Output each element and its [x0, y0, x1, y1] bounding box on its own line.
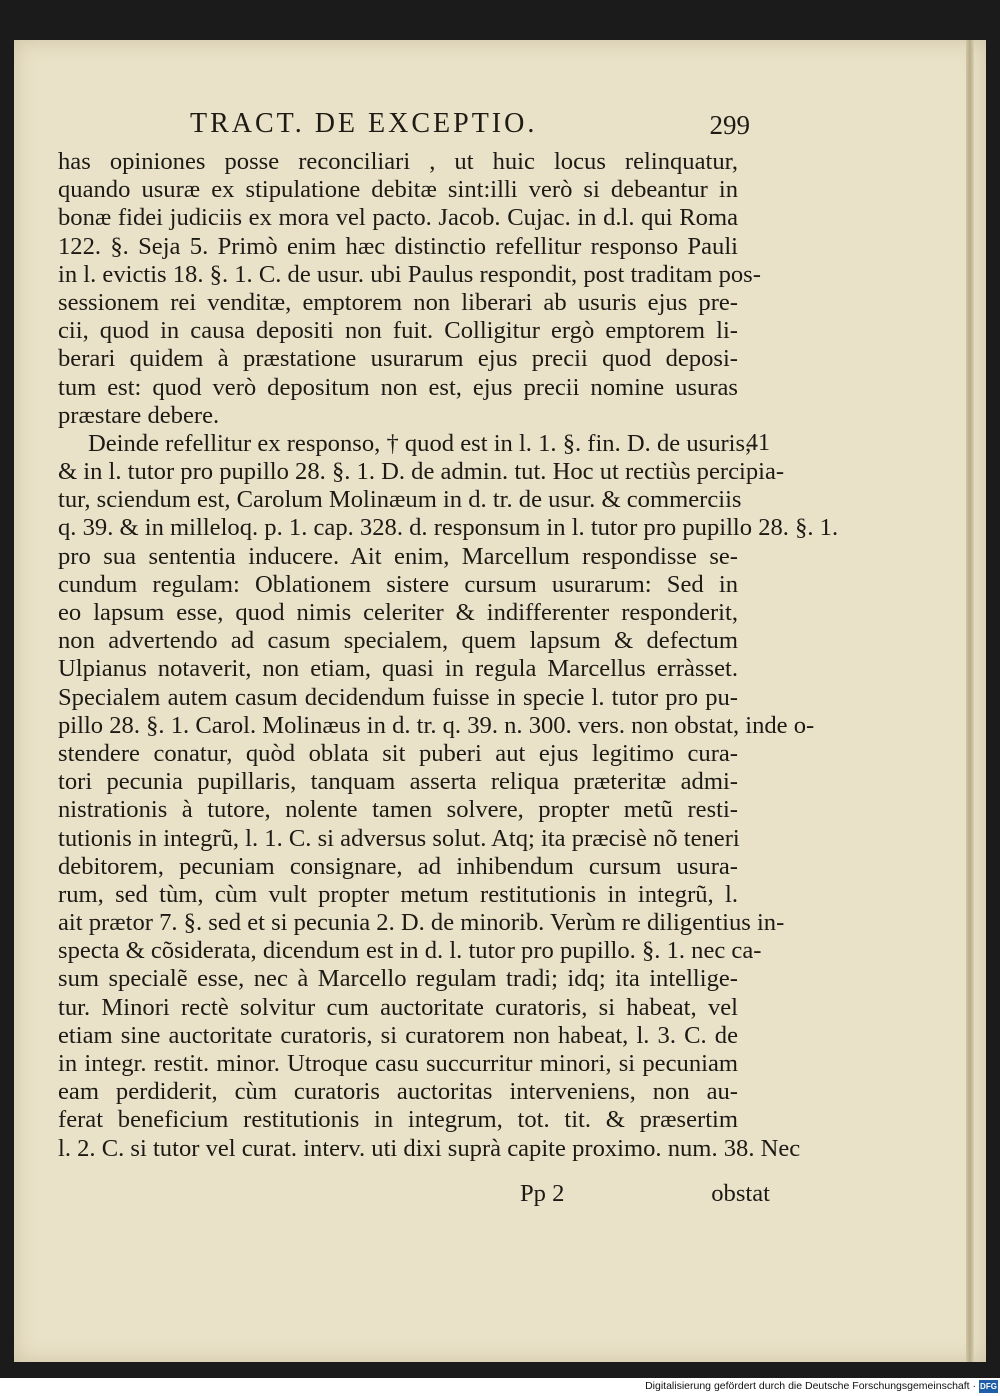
- text-line: stendere conatur, quòd oblata sit puberi aut ejus legitimo cura-: [58, 739, 738, 767]
- text-line: sessionem rei venditæ, emptorem non liberari ab usuris ejus pre-: [58, 288, 738, 316]
- text-line: & in l. tutor pro pupillo 28. §. 1. D. de admin. tut. Hoc ut rectiùs percipia-: [58, 458, 785, 486]
- catchword: obstat: [711, 1180, 770, 1207]
- margin-note-number: 41: [746, 430, 770, 456]
- text-line: berari quidem à præstatione usurarum ejus precii quod deposi-: [58, 345, 738, 373]
- text-line: sum specialẽ esse, nec à Marcello regulam tradi; idq; ita intellige-: [58, 965, 738, 993]
- text-line: tum est: quod verò depositum non est, ejus precii nomine usuras: [58, 373, 738, 401]
- text-line: in l. evictis 18. §. 1. C. de usur. ubi Paulus respondit, post traditam pos-: [58, 260, 761, 288]
- dfg-logo: DFG: [980, 1382, 997, 1391]
- text-line: Ulpianus notaverit, non etiam, quasi in regula Marcellus erràsset.: [58, 655, 738, 683]
- digitization-credit: Digitalisierung gefördert durch die Deutsche Forschungsgemeinschaft ·: [645, 1380, 976, 1392]
- text-line: cii, quod in causa depositi non fuit. Colligitur ergò emptorem li-: [58, 317, 738, 345]
- text-line: rum, sed tùm, cùm vult propter metum restitutionis in integrũ, l.: [58, 880, 738, 908]
- text-line: pro sua sententia inducere. Ait enim, Marcellum respondisse se-: [58, 542, 738, 570]
- text-line: tur, sciendum est, Carolum Molinæum in d. tr. de usur. & commerciis: [58, 486, 742, 514]
- page-number: 299: [709, 110, 750, 140]
- text-line: cundum regulam: Oblationem sistere cursum usurarum: Sed in: [58, 570, 738, 598]
- text-line: non advertendo ad casum specialem, quem lapsum & defectum: [58, 627, 738, 655]
- running-title: TRACT. DE EXCEPTIO.: [190, 108, 538, 139]
- text-line: tur. Minori rectè solvitur cum auctoritate curatoris, si habeat, vel: [58, 993, 738, 1021]
- text-line: bonæ fidei judiciis ex mora vel pacto. Jacob. Cujac. in d.l. qui Roma: [58, 204, 738, 232]
- text-line: specta & cõsiderata, dicendum est in d. l. tutor pro pupillo. §. 1. nec ca-: [58, 937, 762, 965]
- text-line: 122. §. Seja 5. Primò enim hæc distinctio refellitur responso Pauli: [58, 232, 738, 260]
- text-line: Deinde refellitur ex responso, † quod est in l. 1. §. fin. D. de usuris,: [88, 429, 752, 457]
- text-line: eo lapsum esse, quod nimis celeriter & indifferenter responderit,: [58, 599, 738, 626]
- text-line: etiam sine auctoritate curatoris, si curatorem non habeat, l. 3. C. de: [58, 1021, 738, 1049]
- text-line: q. 39. & in milleloq. p. 1. cap. 328. d. responsum in l. tutor pro pupillo 28. §. 1.: [58, 514, 839, 542]
- page-gutter-edge: [966, 40, 974, 1362]
- text-line: Specialem autem casum decidendum fuisse in specie l. tutor pro pu-: [58, 683, 738, 711]
- text-line: l. 2. C. si tutor vel curat. interv. uti dixi suprà capite proximo. num. 38. Nec: [58, 1134, 801, 1162]
- credit-bar: [0, 1378, 1000, 1396]
- signature-mark: Pp 2: [520, 1180, 565, 1207]
- text-line: pillo 28. §. 1. Carol. Molinæus in d. tr. q. 39. n. 300. vers. non obstat, inde o-: [58, 711, 815, 739]
- text-line: tori pecunia pupillaris, tanquam asserta reliqua præteritæ admi-: [58, 768, 738, 796]
- text-line: in integr. restit. minor. Utroque casu succurritur minori, si pecuniam: [58, 1050, 738, 1077]
- text-line: tutionis in integrũ, l. 1. C. si adversus solut. Atq; ita præcisè nõ teneri: [58, 824, 740, 852]
- text-line: debitorem, pecuniam consignare, ad inhibendum cursum usura-: [58, 852, 738, 880]
- page-footer: [520, 1180, 770, 1210]
- text-line: quando usuræ ex stipulatione debitæ sint:illi verò si debeantur in: [58, 176, 738, 204]
- text-line: præstare debere.: [58, 401, 220, 429]
- page-header: [190, 108, 750, 142]
- text-line: ferat beneficium restitutionis in integrum, tot. tit. & præsertim: [58, 1106, 738, 1134]
- text-line: eam perdiderit, cùm curatoris auctoritas interveniens, non au-: [58, 1078, 738, 1106]
- text-line: nistrationis à tutore, nolente tamen solvere, propter metũ resti-: [58, 796, 738, 824]
- text-line: has opiniones posse reconciliari , ut huic locus relinquatur,: [58, 148, 738, 175]
- text-line: ait prætor 7. §. sed et si pecunia 2. D. de minorib. Verùm re diligentius in-: [58, 909, 785, 937]
